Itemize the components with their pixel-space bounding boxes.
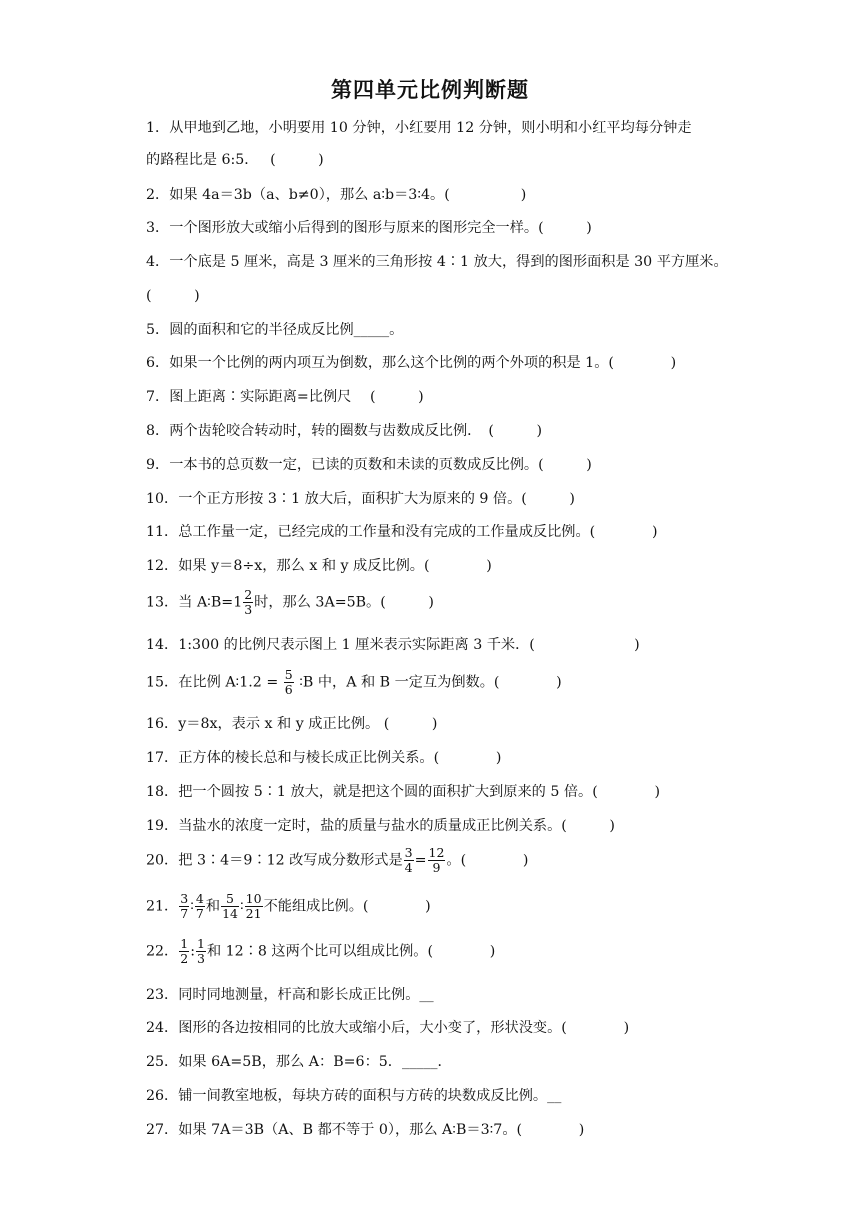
fraction-denominator: 3: [196, 951, 205, 966]
fraction-numerator: 5: [284, 667, 293, 682]
fraction: [179, 937, 189, 966]
question-16: 16．y＝8x，表示 x 和 y 成正比例。 ( ): [146, 716, 438, 732]
fraction: [196, 937, 206, 966]
question-15-pre: 15．在比例 A∶1.2 =: [146, 674, 283, 691]
question-1-line2: 的路程比是 6:5． ( ): [146, 152, 324, 168]
fraction-denominator: 7: [195, 906, 204, 921]
ratio-colon: :: [190, 943, 195, 960]
question-15-post: ∶B 中，A 和 B 一定互为倒数。( ): [294, 674, 562, 691]
question-13: [146, 588, 434, 617]
fraction-numerator: 3: [404, 845, 413, 860]
fraction-numerator: 12: [428, 845, 445, 860]
question-2: 2．如果 4a＝3b（a、b≠0），那么 a∶b＝3∶4。( ): [146, 187, 527, 203]
question-22-post: 和 12∶8 这两个比可以组成比例。( ): [206, 943, 496, 960]
question-10: 10．一个正方形按 3∶1 放大后，面积扩大为原来的 9 倍。( ): [146, 491, 575, 507]
fraction: [179, 892, 189, 921]
fraction-denominator: 3: [244, 602, 253, 617]
fraction-denominator: 21: [245, 906, 262, 921]
question-20: [146, 846, 528, 875]
question-4-line2: ( ): [146, 288, 200, 304]
question-21-post: 不能组成比例。( ): [263, 898, 431, 915]
question-21: [146, 892, 431, 921]
question-24: 24．图形的各边按相同的比放大或缩小后，大小变了，形状没变。( ): [146, 1020, 630, 1036]
question-6: 6．如果一个比例的两内项互为倒数，那么这个比例的两个外项的积是 1。( ): [146, 355, 677, 371]
fraction-denominator: 6: [284, 682, 293, 697]
fraction-denominator: 2: [180, 951, 189, 966]
fraction: [221, 892, 239, 921]
question-15: [146, 668, 562, 697]
fraction: [284, 668, 294, 697]
question-7: 7．图上距离∶实际距离=比例尺 ( ): [146, 389, 424, 405]
question-1-line1: 1．从甲地到乙地，小明要用 10 分钟，小红要用 12 分钟，则小明和小红平均每分钟走: [146, 120, 692, 136]
question-22-pre: 22．: [146, 943, 179, 960]
question-4-line1: 4．一个底是 5 厘米，高是 3 厘米的三角形按 4∶1 放大，得到的图形面积是 30 平方厘米。: [146, 254, 728, 270]
question-20-post: 。( ): [446, 852, 529, 869]
ratio-colon: ∶: [239, 898, 244, 915]
question-25: 25．如果 6A=5B，那么 A：B=6：5．_____．: [146, 1054, 452, 1070]
question-12: 12．如果 y＝8÷x，那么 x 和 y 成反比例。( ): [146, 558, 492, 574]
fraction-denominator: 14: [222, 906, 238, 921]
fraction-numerator: 2: [244, 587, 253, 602]
question-19: 19．当盐水的浓度一定时，盐的质量与盐水的质量成正比例关系。( ): [146, 818, 615, 834]
fraction-numerator: 10: [245, 891, 262, 906]
fraction: [245, 892, 263, 921]
fraction: [428, 846, 446, 875]
ratio-colon: ∶: [190, 898, 194, 915]
question-3: 3．一个图形放大或缩小后得到的图形与原来的图形完全一样。( ): [146, 220, 592, 236]
fraction-denominator: 4: [404, 860, 413, 875]
fraction-denominator: 7: [180, 906, 189, 921]
question-14: 14．1:300 的比例尺表示图上 1 厘米表示实际距离 3 千米．( ): [146, 637, 640, 653]
question-5: 5．圆的面积和它的半径成反比例_____。: [146, 322, 404, 338]
fraction-numerator: 1: [196, 936, 205, 951]
question-23: 23．同时同地测量，杆高和影长成正比例。__: [146, 987, 434, 1003]
question-21-pre: 21．: [146, 898, 179, 915]
fraction-numerator: 1: [180, 936, 189, 951]
question-17: 17．正方体的棱长总和与棱长成正比例关系。( ): [146, 750, 502, 766]
question-26: 26．铺一间教室地板，每块方砖的面积与方砖的块数成反比例。__: [146, 1088, 562, 1104]
and-word: 和: [205, 898, 221, 915]
fraction-denominator: 9: [432, 860, 441, 875]
fraction: [404, 846, 414, 875]
question-27: 27．如果 7A＝3B（A、B 都不等于 0），那么 A∶B＝3∶7。( ): [146, 1122, 585, 1138]
equals-sign: =: [414, 852, 427, 869]
question-8: 8．两个齿轮咬合转动时，转的圈数与齿数成反比例． ( ): [146, 423, 543, 439]
fraction-numerator: 5: [221, 892, 239, 907]
question-13-pre: 13．当 A∶B=1: [146, 594, 243, 611]
fraction-numerator: 3: [180, 891, 189, 906]
question-11: 11．总工作量一定，已经完成的工作量和没有完成的工作量成反比例。( ): [146, 524, 658, 540]
question-9: 9．一本书的总页数一定，已读的页数和未读的页数成反比例。( ): [146, 457, 592, 473]
page-title: 第四单元比例判断题: [331, 77, 529, 102]
fraction: [195, 892, 205, 921]
question-18: 18．把一个圆按 5∶1 放大，就是把这个圆的面积扩大到原来的 5 倍。( ): [146, 784, 661, 800]
question-22: [146, 937, 495, 966]
fraction-numerator: 4: [195, 891, 204, 906]
question-20-pre: 20．把 3∶4＝9∶12 改写成分数形式是: [146, 852, 403, 869]
question-13-post: 时，那么 3A=5B。( ): [254, 594, 434, 611]
fraction: [243, 588, 253, 617]
